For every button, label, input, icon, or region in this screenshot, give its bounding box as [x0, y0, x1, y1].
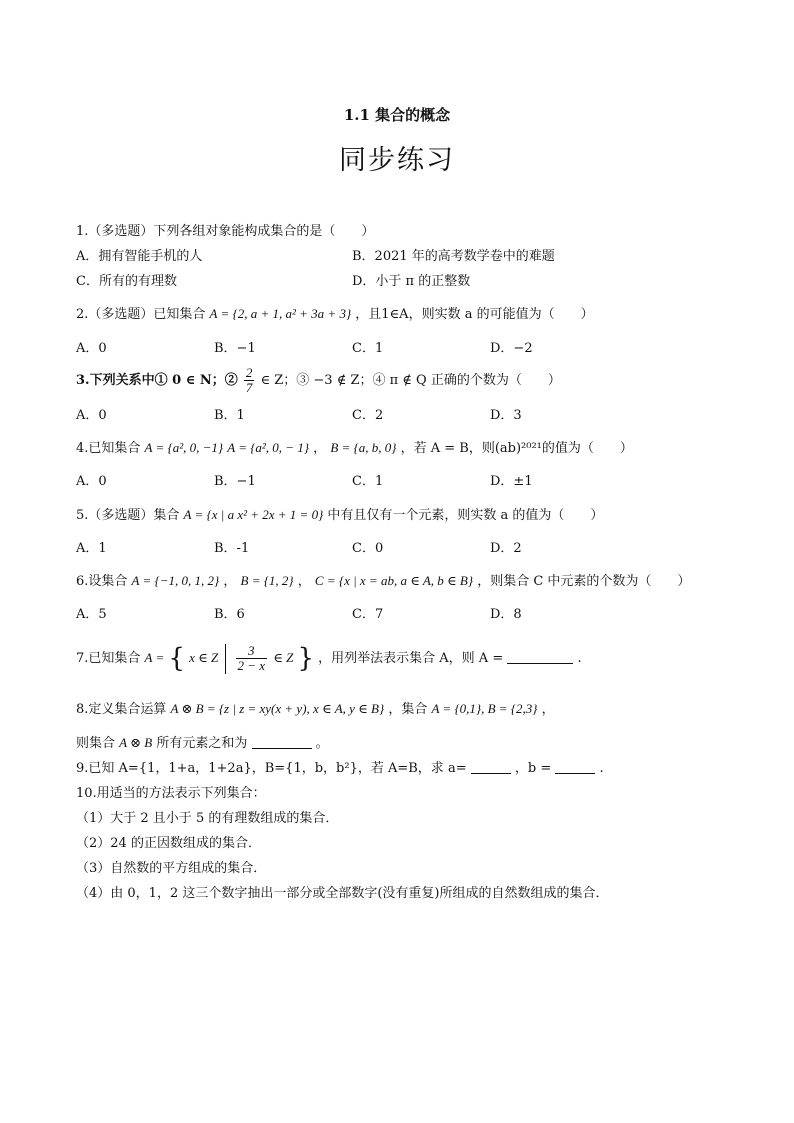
page-title: 同步练习 [339, 145, 455, 176]
question-8-line2-prefix: 则集合 [76, 736, 116, 751]
question-7-set-condition: ∈ Z [273, 650, 294, 665]
question-7-fraction-denominator: 2 − x [237, 658, 266, 673]
question-3-stem [76, 364, 736, 398]
question-2-prefix: 2.（多选题）已知集合 [76, 307, 206, 322]
question-6-set-b: B = {1, 2} [240, 573, 294, 588]
question-5-prefix: 5.（多选题）集合 [76, 508, 180, 523]
question-9-answer-blank-a[interactable] [471, 760, 511, 774]
question-4-stem [76, 438, 736, 459]
question-6-prefix: 6.设集合 [76, 574, 128, 589]
question-8-stem [76, 699, 736, 720]
question-5-suffix: 中有且仅有一个元素，则实数 a 的值为（ ） [327, 508, 604, 523]
question-6-option-c: C．7 [352, 607, 384, 622]
question-10-item-1: （1）大于 2 且小于 5 的有理数组成的集合． [76, 811, 339, 826]
question-7-suffix: ，用列举法表示集合 A，则 A = [318, 651, 504, 666]
question-4-set-b: B = {a, b, 0} [330, 440, 397, 455]
question-8-mid: ，集合 [388, 702, 428, 717]
question-8-suffix: ， [541, 702, 555, 717]
question-9-text: 9.已知 A={1，1+a，1+2a}，B={1，b，b²}，若 A=B，求 a= [76, 761, 467, 776]
question-5-option-c: C．0 [352, 541, 384, 556]
question-7-left-brace-icon: { [168, 643, 185, 674]
question-2-set-formula: A = {2, a + 1, a² + 3a + 3} [209, 306, 352, 321]
question-10-stem: 10.用适当的方法表示下列集合： [76, 786, 266, 801]
question-3-prefix: 3.下列关系中① 0 ∈ N；② [76, 373, 238, 388]
question-6-set-a: A = {−1, 0, 1, 2} [131, 573, 220, 588]
question-4-option-a: A．0 [76, 474, 107, 489]
question-9-answer-blank-b[interactable] [555, 760, 595, 774]
question-3-fraction [244, 366, 255, 395]
question-4-option-c: C．1 [352, 474, 384, 489]
question-8-line2-end: 。 [315, 736, 329, 751]
question-3-fraction-numerator: 2 [245, 365, 253, 380]
question-7-stem [76, 636, 736, 680]
question-6-stem [76, 571, 736, 592]
question-6-separator-2: ， [297, 574, 311, 589]
question-8-answer-blank[interactable] [252, 735, 312, 749]
question-10-item-4: （4）由 0，1，2 这三个数字抽出一部分或全部数字(没有重复)所组成的自然数组成的集合． [76, 886, 609, 901]
question-9-end: . [599, 761, 604, 776]
question-7-end: . [577, 651, 582, 666]
question-3-option-d: D．3 [490, 408, 522, 423]
question-7-answer-blank[interactable] [507, 650, 573, 664]
question-6-set-c: C = {x | x = ab, a ∈ A, b ∈ B} [314, 573, 474, 588]
question-7-prefix: 7.已知集合 [76, 651, 141, 666]
question-4-set-a-repeat: A = {a², 0, − 1} [227, 440, 310, 455]
question-2-suffix: ，且1∈A，则实数 a 的可能值为（ ） [355, 307, 594, 322]
question-4-separator: ， [313, 441, 327, 456]
question-8-line-2 [76, 733, 736, 754]
question-7-fraction-numerator: 3 [236, 644, 268, 659]
question-3-relations: ∈ Z；③ −3 ∉ Z；④ π ∉ Q 正确的个数为（ ） [260, 373, 561, 388]
question-6-option-b: B．6 [214, 607, 245, 622]
question-7-set-variable: x ∈ Z [189, 650, 219, 665]
question-5-stem [76, 505, 736, 526]
question-2-option-a: A．0 [76, 341, 107, 356]
question-10-item-3: （3）自然数的平方组成的集合． [76, 861, 267, 876]
question-5-option-d: D．2 [490, 541, 522, 556]
question-7-fraction [236, 644, 268, 673]
question-9-mid: ，b = [514, 761, 552, 776]
question-8-operation-definition: A ⊗ B = {z | z = xy(x + y), x ∈ A, y ∈ B} [170, 701, 385, 716]
question-5-set-formula: A = {x | a x² + 2x + 1 = 0} [183, 507, 324, 522]
question-3-option-c: C．2 [352, 408, 384, 423]
question-1-option-c: C．所有的有理数 [76, 274, 177, 289]
question-6-separator-1: ， [223, 574, 237, 589]
question-1-option-b: B．2021 年的高考数学卷中的难题 [352, 249, 555, 264]
question-2-stem [76, 304, 736, 325]
question-3-option-b: B．1 [214, 408, 245, 423]
question-4-suffix: ，若 A = B，则(ab)²⁰²¹的值为（ ） [400, 441, 633, 456]
question-4-prefix: 4.已知集合 [76, 441, 141, 456]
question-1-option-a: A．拥有智能手机的人 [76, 249, 203, 264]
question-3-fraction-denominator: 7 [245, 380, 253, 395]
question-3-option-a: A．0 [76, 408, 107, 423]
question-6-suffix: ，则集合 C 中元素的个数为（ ） [477, 574, 691, 589]
question-4-option-b: B．−1 [214, 474, 256, 489]
question-7-right-brace-icon: } [297, 643, 314, 674]
question-8-sets: A = {0,1}, B = {2,3} [431, 701, 538, 716]
question-7-set-name: A = [144, 650, 165, 665]
question-8-line2-math: A ⊗ B [119, 735, 153, 750]
question-2-option-d: D．−2 [490, 341, 533, 356]
question-2-option-b: B．−1 [214, 341, 256, 356]
section-subtitle: 1.1 集合的概念 [343, 106, 451, 124]
question-8-line2-suffix: 所有元素之和为 [156, 736, 248, 751]
question-5-option-a: A．1 [76, 541, 107, 556]
question-7-divider-icon [225, 644, 226, 674]
question-4-option-d: D．±1 [490, 474, 533, 489]
question-6-option-d: D．8 [490, 607, 522, 622]
question-9-stem [76, 759, 736, 779]
question-6-option-a: A．5 [76, 607, 107, 622]
question-1-stem: 1.（多选题）下列各组对象能构成集合的是（ ） [76, 224, 375, 239]
question-10-item-2: （2）24 的正因数组成的集合． [76, 836, 261, 851]
question-1-option-d: D．小于 π 的正整数 [352, 274, 471, 289]
question-4-set-a: A = {a², 0, −1} [144, 440, 224, 455]
question-8-prefix: 8.定义集合运算 [76, 702, 167, 717]
question-5-option-b: B．-1 [214, 541, 250, 556]
question-2-option-c: C．1 [352, 341, 384, 356]
